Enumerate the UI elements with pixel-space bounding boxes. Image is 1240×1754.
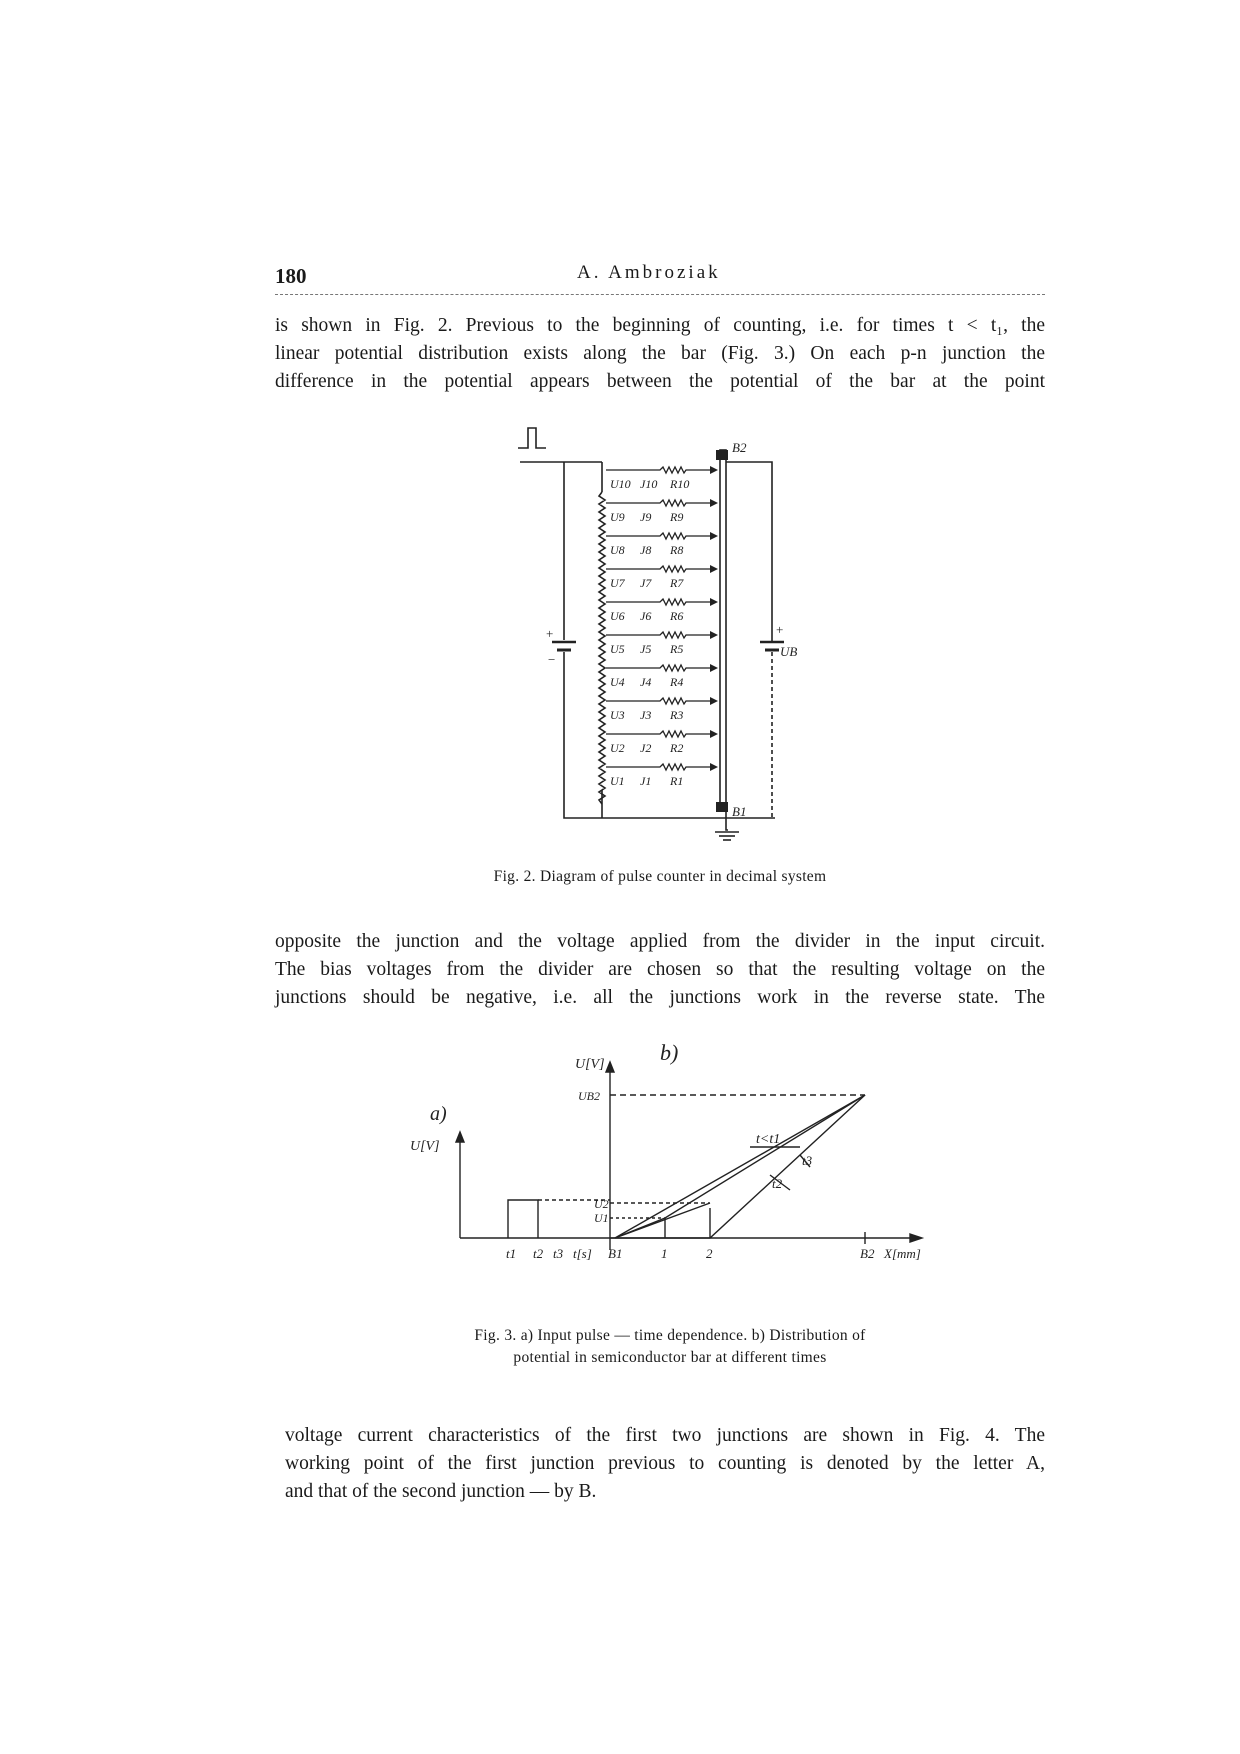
label-voltage: U3 (610, 708, 625, 722)
text-line: opposite the junction and the voltage applied from the divider in the input circuit. (275, 931, 1045, 952)
resistor (606, 665, 716, 671)
label-junction: J1 (640, 774, 652, 788)
paragraph-2 (275, 928, 1045, 1012)
text-line: linear potential distribution exists along the bar (Fig. 3.) On each p-n junction the (275, 343, 1045, 364)
label-resistor: R7 (670, 576, 684, 590)
fig3-caption-line: Fig. 3. a) Input pulse — time dependence. b) Distribution of (474, 1327, 866, 1344)
panel-a-ylabel: U[V] (410, 1139, 440, 1154)
text-line: and that of the second junction — by B. (285, 1481, 597, 1502)
page-header (275, 258, 1045, 298)
fig2-circuit-diagram (510, 420, 810, 860)
label-resistor: R5 (670, 642, 684, 656)
junction-row (606, 664, 718, 689)
label-resistor: R3 (670, 708, 684, 722)
panel-b-ylabel: U[V] (575, 1057, 605, 1072)
junction-arrow (710, 565, 718, 573)
label-plus-left: + (546, 626, 554, 641)
junction-arrow (710, 466, 718, 474)
label-junction: J8 (640, 543, 652, 557)
junction-arrow (710, 697, 718, 705)
label-junction: J2 (640, 741, 652, 755)
semiconductor-bar (720, 450, 726, 810)
panel-a-tick: t1 (506, 1246, 517, 1261)
label-b1: B1 (732, 804, 747, 819)
junction-arrow (710, 499, 718, 507)
running-head-author: A. Ambroziak (577, 262, 721, 283)
label-junction: J10 (640, 477, 658, 491)
junction-rows (606, 466, 718, 788)
resistor (606, 467, 716, 473)
label-junction: J7 (640, 576, 652, 590)
label-junction: J6 (640, 609, 652, 623)
panel-b-xtick: B1 (608, 1246, 623, 1261)
text-line: is shown in Fig. 2. Previous to the beginning of counting, i.e. for times t < t₁, the (275, 315, 1045, 336)
panel-b-ytick: UB2 (578, 1089, 600, 1103)
panel-b-ytick: U1 (594, 1211, 609, 1225)
label-b2: B2 (732, 440, 747, 455)
label-voltage: U10 (610, 477, 631, 491)
header-rule (275, 294, 1045, 295)
bias-wire (726, 462, 772, 642)
text-line: voltage current characteristics of the first two junctions are shown in Fig. 4. The (285, 1425, 1045, 1446)
paragraph-1 (275, 312, 1045, 396)
junction-arrow (710, 631, 718, 639)
label-resistor: R4 (670, 675, 684, 689)
label-resistor: R6 (670, 609, 684, 623)
label-minus-left: − (548, 652, 556, 667)
panel-a-tick: t[s] (573, 1246, 592, 1261)
label-resistor: R8 (670, 543, 684, 557)
junction-arrow (710, 730, 718, 738)
resistor (606, 731, 716, 737)
junction-arrow (710, 763, 718, 771)
label-voltage: U2 (610, 741, 625, 755)
curve-label: t2 (772, 1176, 783, 1191)
panel-b-xtick: B2 (860, 1246, 875, 1261)
label-junction: J9 (640, 510, 652, 524)
label-resistor: R1 (670, 774, 684, 788)
label-voltage: U6 (610, 609, 625, 623)
label-junction: J4 (640, 675, 652, 689)
label-voltage: U8 (610, 543, 625, 557)
resistor (606, 698, 716, 704)
junction-row (606, 730, 718, 755)
panel-a-tag: a) (430, 1103, 447, 1125)
input-pulse (508, 1200, 538, 1238)
panel-b-ytick: U2 (594, 1197, 609, 1211)
curve-t-lt-t1 (615, 1095, 865, 1238)
fig2-caption: Fig. 2. Diagram of pulse counter in decimal system (493, 868, 827, 885)
junction-arrow (710, 664, 718, 672)
junction-row (606, 565, 718, 590)
page-number: 180 (275, 264, 307, 288)
resistor (606, 566, 716, 572)
panel-b-tag: b) (660, 1040, 679, 1065)
resistor (606, 632, 716, 638)
text-line: working point of the first junction previous to counting is denoted by the letter A, (285, 1453, 1045, 1474)
junction-row (606, 631, 718, 656)
junction-row (606, 697, 718, 722)
label-ub: UB (780, 644, 798, 659)
resistor (606, 500, 716, 506)
resistor (606, 764, 716, 770)
label-resistor: R2 (670, 741, 684, 755)
paragraph-3 (285, 1422, 1045, 1506)
resistor (606, 599, 716, 605)
text-line: The bias voltages from the divider are chosen so that the resulting voltage on the (275, 959, 1045, 980)
bar-terminal-b2 (716, 450, 728, 460)
panel-b-xtick: 1 (661, 1246, 668, 1261)
junction-arrow (710, 598, 718, 606)
junction-row (606, 466, 718, 491)
label-junction: J3 (640, 708, 652, 722)
junction-row (606, 598, 718, 623)
bar-terminal-b1 (716, 802, 728, 812)
panel-a-tick: t3 (553, 1246, 564, 1261)
curve-label: t<t1 (756, 1132, 781, 1147)
text-line: junctions should be negative, i.e. all the junctions work in the reverse state. The (275, 987, 1045, 1008)
junction-row (606, 499, 718, 524)
resistor (606, 533, 716, 539)
input-pulse-symbol (518, 428, 546, 448)
voltage-divider (599, 492, 605, 804)
label-junction: J5 (640, 642, 652, 656)
text-line: difference in the potential appears between the potential of the bar at the point (275, 371, 1045, 392)
curve-label: t3 (802, 1153, 813, 1168)
junction-row (606, 763, 718, 788)
fig3-caption (400, 1325, 940, 1369)
label-resistor: R9 (670, 510, 684, 524)
panel-a-tick: t2 (533, 1246, 544, 1261)
label-plus-right: + (776, 622, 784, 637)
junction-arrow (710, 532, 718, 540)
label-voltage: U5 (610, 642, 625, 656)
junction-row (606, 532, 718, 557)
fig3-caption-line: potential in semiconductor bar at different times (513, 1349, 827, 1366)
label-voltage: U9 (610, 510, 625, 524)
fig3-plots (410, 1040, 950, 1320)
label-resistor: R10 (670, 477, 690, 491)
label-voltage: U4 (610, 675, 625, 689)
panel-b-xtick: 2 (706, 1246, 713, 1261)
label-voltage: U1 (610, 774, 625, 788)
panel-b-xlabel: X[mm] (884, 1246, 921, 1261)
label-voltage: U7 (610, 576, 625, 590)
